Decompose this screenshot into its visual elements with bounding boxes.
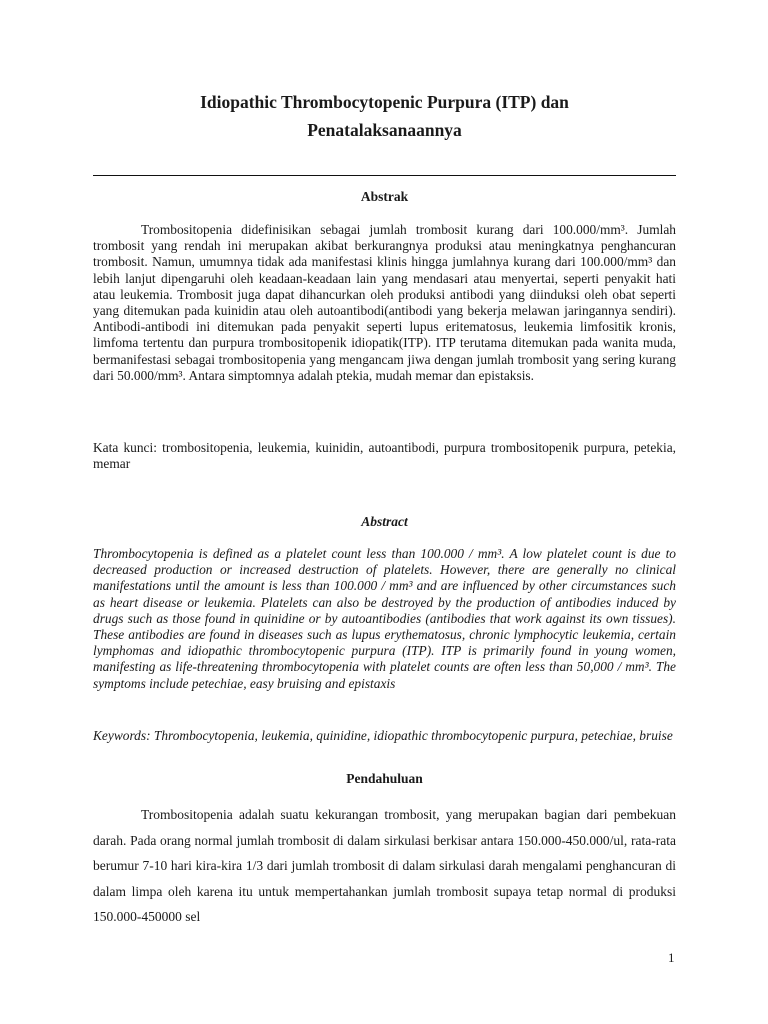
pendahuluan-paragraph: Trombositopenia adalah suatu kekurangan trombosit, yang merupakan bagian dari pembekuan darah. Pada orang normal jumlah trombosit di dalam sirkulasi berkisar antara 150.000-450.000/ul, rata-rata berumur 7-10 hari kira-kira 1/3 dari jumlah trombosit di dalam sirkulasi darah mengalami penghancuran di dalam limpa oleh karena itu untuk mempertahankan jumlah trombosit supaya tetap normal di produksi 150.000-450000 sel xyxy=(93,807,676,925)
title-divider xyxy=(93,175,676,176)
page-number: 1 xyxy=(668,950,675,965)
abstract-keywords: Keywords: Thrombocytopenia, leukemia, quinidine, idiopathic thrombocytopenic purpura, petechiae, bruise xyxy=(93,728,673,743)
abstrak-keywords: Kata kunci: trombositopenia, leukemia, kuinidin, autoantibodi, purpura trombositopenik purpura, petekia, memar xyxy=(93,440,676,472)
abstract-paragraph: Thrombocytopenia is defined as a platelet count less than 100.000 / mm³. A low platelet count is due to decreased production or increased destruction of platelets. However, there are generally no clinical manifestations until the amount is less than 100.000 / mm³ and are influenced by other circumstances such as heart disease or leukemia. Platelets can also be destroyed by the production of antibodies induced by drugs such as those found in quinidine or by autoantibodies (antibodies that work against its own tissues). These antibodies are found in diseases such as lupus erythematosus, chronic lymphocytic leukemia, certain lymphomas and idiopathic thrombocytopenic purpura (ITP). ITP is primarily found in young women, manifesting as life-threatening thrombocytopenia with platelet counts are often less than 50,000 / mm³. The symptoms include petechiae, easy bruising and epistaxis xyxy=(93,546,676,691)
title-line-1: Idiopathic Thrombocytopenic Purpura (ITP) dan xyxy=(200,92,569,112)
pendahuluan-heading: Pendahuluan xyxy=(346,771,423,786)
document-page xyxy=(93,0,676,1024)
title-line-2: Penatalaksanaannya xyxy=(307,120,462,140)
document-title xyxy=(93,88,676,144)
abstract-heading: Abstract xyxy=(361,514,408,529)
abstrak-paragraph: Trombositopenia didefinisikan sebagai jumlah trombosit kurang dari 100.000/mm³. Jumlah trombosit yang rendah ini merupakan akibat berkurangnya produksi atau meningkatnya penghancuran trombosit. Namun, umumnya tidak ada manifestasi klinis hingga jumlahnya kurang dari 100.000/mm³ dan lebih lanjut dipengaruhi oleh keadaan-keadaan lain yang mendasari atau menyertai, seperti penyakit hati atau leukemia. Trombosit juga dapat dihancurkan oleh produksi antibodi yang diinduksi oleh obat seperti yang ditemukan pada kuinidin atau oleh autoantibodi(antibodi yang bekerja melawan jaringannya sendiri). Antibodi-antibodi ini ditemukan pada penyakit seperti lupus eritematosus, leukemia limfositik kronis, limfoma tertentu dan purpura trombositopenik idiopatik(ITP). ITP terutama ditemukan pada wanita muda, bermanifestasi sebagai trombositopenia yang mengancam jiwa dengan jumlah trombosit yang sering kurang dari 50.000/mm³. Antara simptomnya adalah ptekia, mudah memar dan epistaksis. xyxy=(93,222,676,383)
abstrak-heading: Abstrak xyxy=(360,189,409,204)
